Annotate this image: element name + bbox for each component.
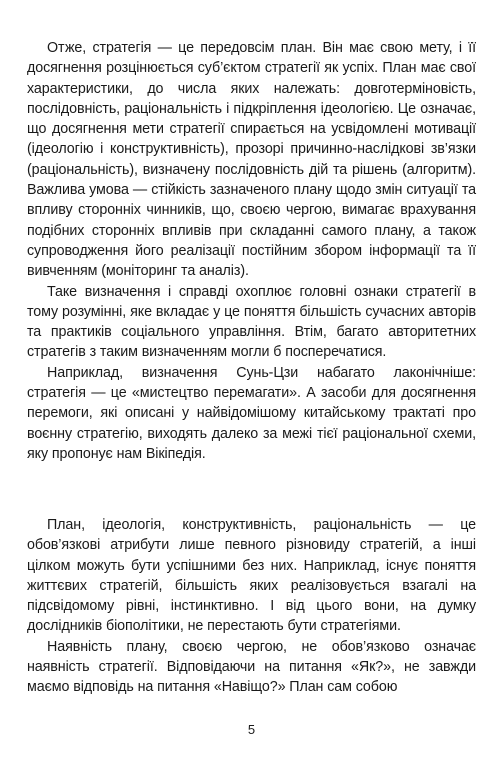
paragraph-attributes: План, ідеологія, конструктивність, раціональність — це обов’язкові атрибути лише певного різновиду стратегій, а інші цілком можуть бути успішними без них. Наприклад, існує поняття життєвих стратегій, більшість яких реалізовується взагалі на підсвідомому рівні, інстинктивно. І від цього вони, на думку дослідників біополітики, не перестають бути стратегіями. <box>27 517 476 635</box>
text-section-2 <box>27 515 476 698</box>
paragraph-definition-scope: Таке визначення і справді охоплює головні ознаки стратегії в тому розумінні, яке вкладає у це поняття більшість сучасних авторів та практиків соціального управління. Втім, багато авторитетних стратегів з таким визначенням могли б посперечатися. <box>27 283 476 361</box>
paragraph-sun-tzu: Наприклад, визначення Сунь-Цзи набагато лаконічніше: стратегія — це «мистецтво перемагати». А засоби для досягнення перемоги, які описані у найвідомішому китайському трактаті про воєнну стратегію, виходять далеко за межі тієї раціональної схеми, яку пропонує нам Вікіпедія. <box>27 364 476 462</box>
text-section-1 <box>27 38 476 464</box>
paragraph-strategy-plan: Отже, стратегія — це передовсім план. Він має свою мету, і її досягнення розцінюється суб’єктом стратегії як успіх. План має свої характеристики, до числа яких належать: довготерміновість, послідовність, раціональність і підкріплення ідеологією. Це означає, що досягнення мети стратегії спирається на усвідомлені мотивації (ідеологію і конструктивність), прозорі причинно-наслідкові зв’язки (раціональність), визначену послідовність дій та рішень (алгоритм). Важлива умова — стійкість зазначеного плану щодо змін ситуації та впливу сторонніх чинників, що, своєю чергою, вимагає врахування подібних сторонніх впливів при складанні самого плану, а також супроводження його реалізації постійним збором інформації та її вивченням (моніторинг та аналіз). <box>27 40 476 280</box>
page-number: 5 <box>247 722 256 737</box>
paragraph-plan-vs-strategy: Наявність плану, своєю чергою, не обов’язково означає наявність стратегії. Відповідаючи на питання «Як?», не завжди маємо відповідь на питання «Навіщо?» План сам собою <box>27 638 476 696</box>
